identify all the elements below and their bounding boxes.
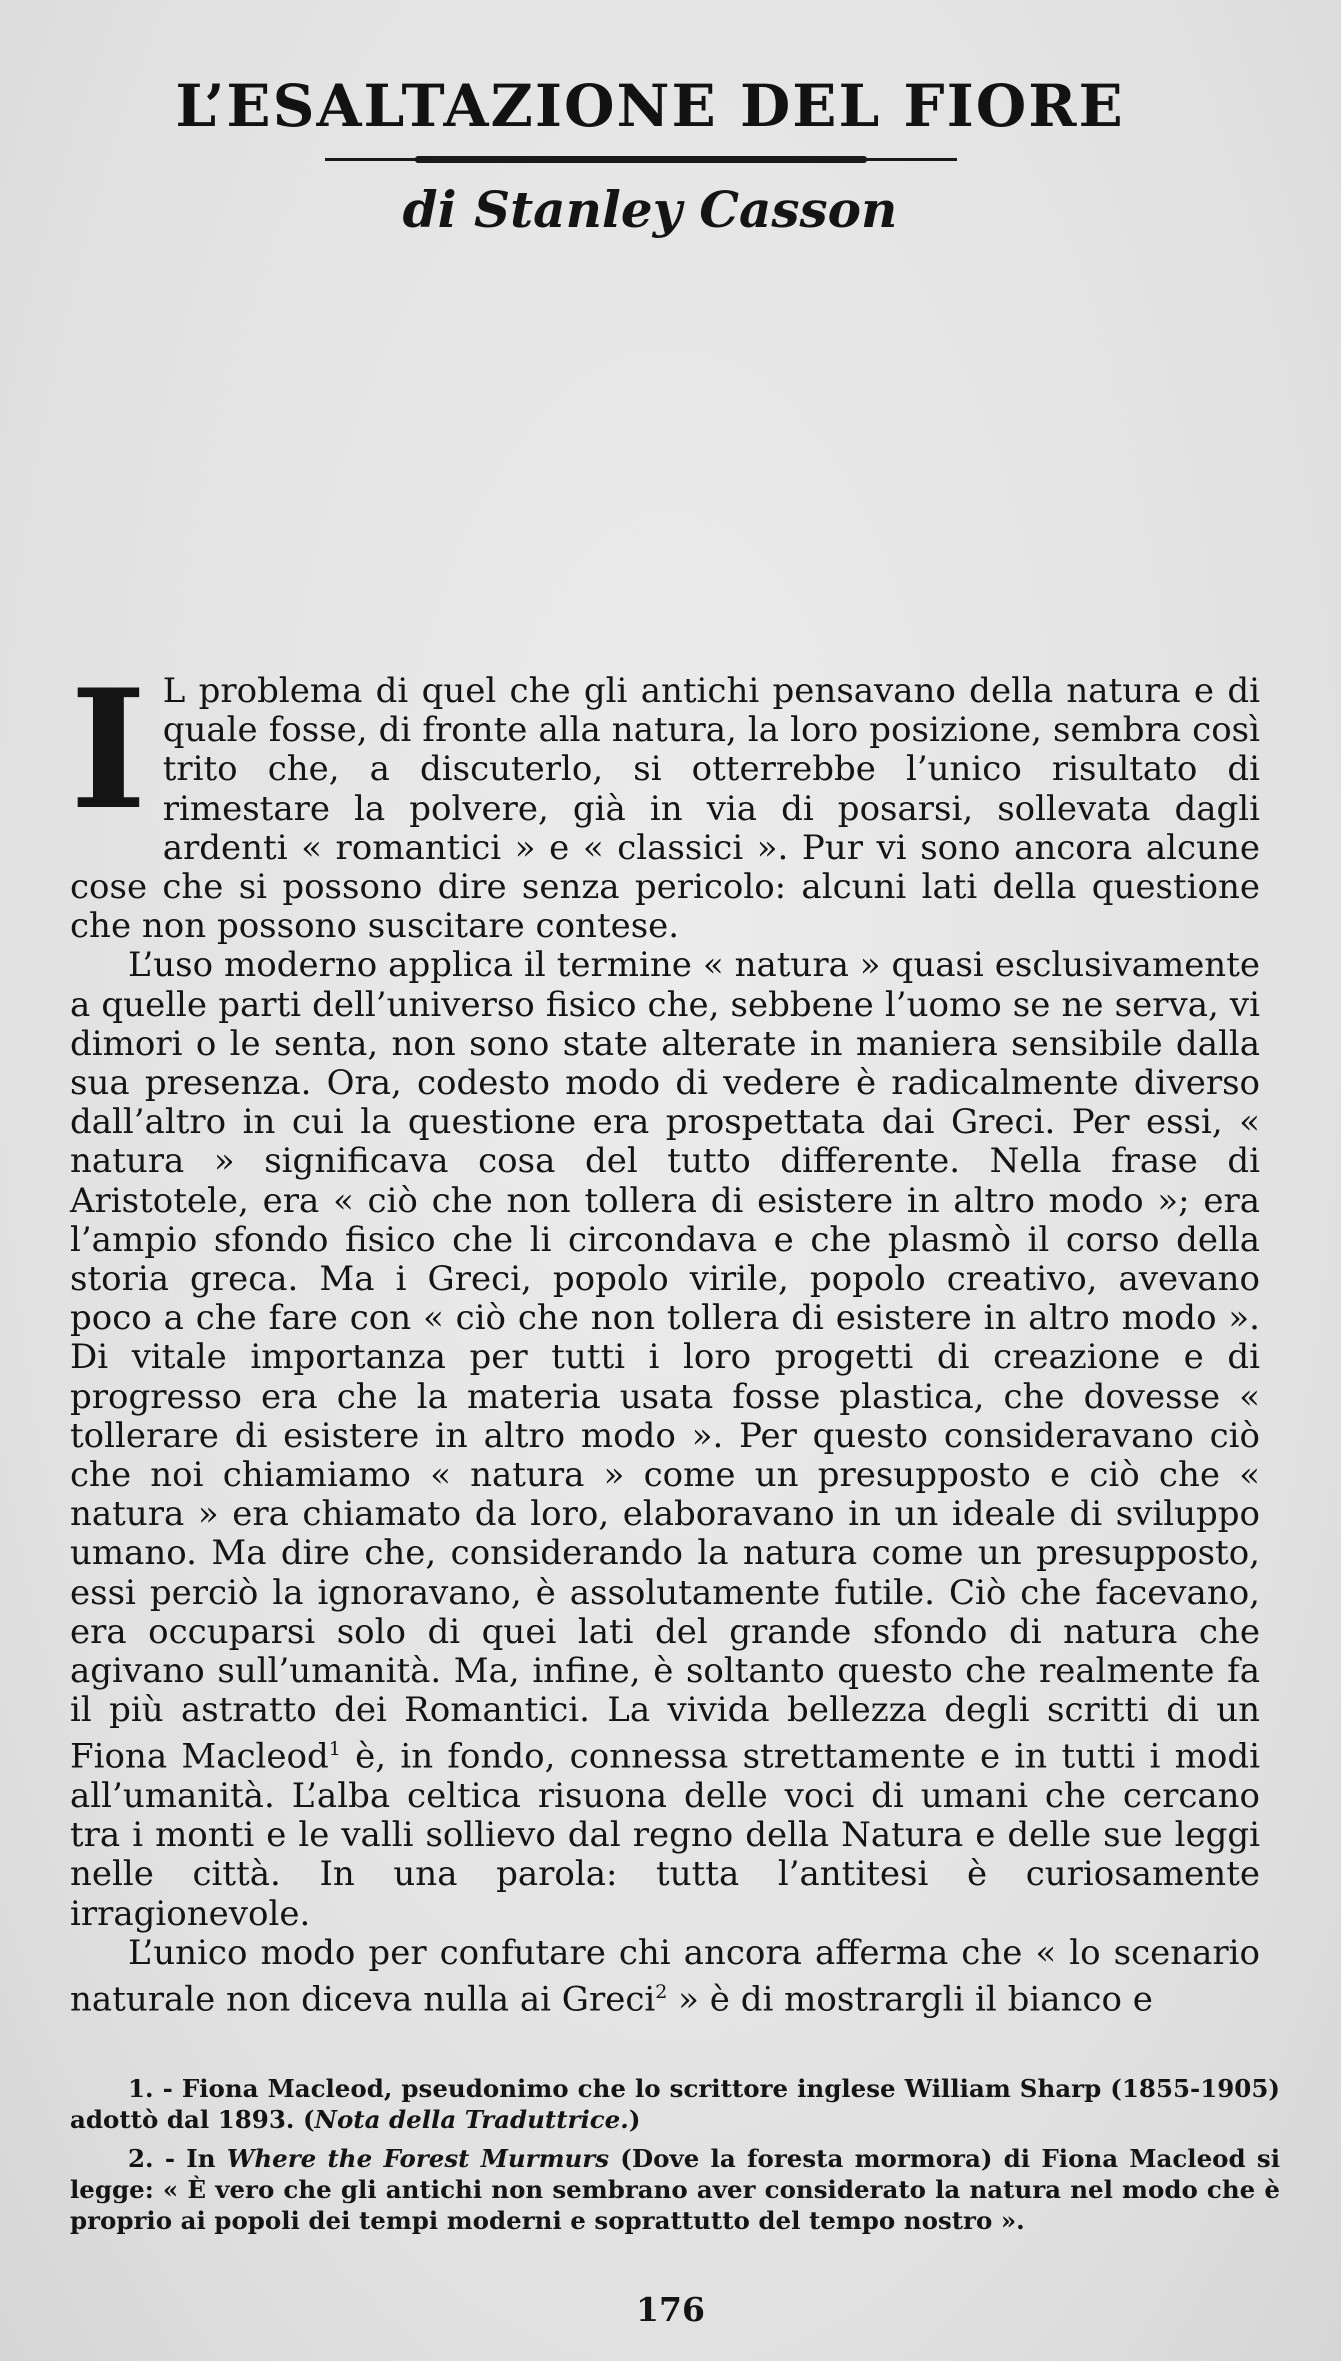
article-body [70, 653, 1260, 2020]
paragraph-3-text: L’unico modo per confutare chi ancora afferma che « lo scenario naturale non diceva nulla ai Greci [70, 1932, 1260, 2020]
footnote-2 [70, 2143, 1280, 2236]
footnote-ref-2: 2 [655, 1981, 668, 2004]
paragraph-1-text: L problema di quel che gli antichi pensavano della natura e di quale fosse, di fronte alla natura, la loro posizione, sembra così trito che, a discuterlo, si otterrebbe l’unico risultato di rimestare la polvere, già in via di posarsi, sollevata dagli ardenti « romantici » e « classici ». Pur vi sono ancora alcune cose che si possono dire senza pericolo: alcuni lati della questione che non possono suscitare contese. [70, 671, 1260, 947]
title-divider [325, 158, 957, 161]
footnote-ref-1: 1 [328, 1738, 341, 1761]
paragraph-3 [70, 1934, 1260, 2020]
footnote-2-book-title: Where the Forest Murmurs [226, 2144, 610, 2173]
paragraph-2-text: L’uso moderno applica il termine « natura » quasi esclusivamente a quelle parti dell’universo fisico che, sebbene l’uomo se ne serva, vi dimori o le senta, non sono state alterate in maniera sensibile dalla sua presenza. Ora, codesto modo di vedere è radicalmente diverso dall’altro in cui la questione era prospettata dai Greci. Per essi, « natura » significava cosa del tutto differente. Nella frase di Aristotele, era « ciò che non tollera di esistere in altro modo »; era l’ampio sfondo fisico che li circondava e che plasmò il corso della storia greca. Ma i Greci, popolo virile, popolo creativo, avevano poco a che fare con « ciò che non tollera di esistere in altro modo ». Di vitale importanza per tutti i loro progetti di creazione e di progresso era che la materia usata fosse plastica, che dovesse « tollerare di esistere in altro modo ». Per questo consideravano ciò che noi chiamiamo « natura » come un presupposto e ciò che « natura » era chiamato da loro, elaboravano in un ideale di sviluppo umano. Ma dire che, considerando la natura come un presupposto, essi perciò la ignoravano, è assolutamente futile. Ciò che facevano, era occuparsi solo di quei lati del grande sfondo di natura che agivano sull’umanità. Ma, infine, è soltanto questo che realmente fa il più astratto dei Romantici. La vivida bellezza degli scritti di un Fiona Macleod [70, 945, 1260, 1777]
article-author: di Stanley Casson [402, 180, 898, 239]
paragraph-2-text-cont: è, in fondo, connessa strettamente e in tutti i modi all’umanità. L’alba celtica risuona delle voci di umani che cercano tra i monti e le valli sollievo dal regno della Natura e delle sue leggi nelle città. In una parola: tutta l’antitesi è curiosamente irragionevole. [70, 1736, 1260, 1934]
footnote-2-text: 2. - In [128, 2144, 227, 2173]
footnote-1-note: Nota della Traduttrice. [314, 2105, 629, 2134]
drop-cap: I [70, 653, 147, 846]
page-number: 176 [636, 2290, 705, 2329]
footnote-1 [70, 2073, 1280, 2135]
footnote-2-text-cont: (Dove la foresta mormora) di Fiona Macleod si legge: « È vero che gli antichi non sembrano aver considerato la natura nel modo che è proprio ai popoli dei tempi moderni e soprattutto del tempo nostro ». [70, 2144, 1281, 2235]
paragraph-1 [70, 653, 1260, 947]
footnote-1-close: ) [628, 2105, 641, 2134]
paragraph-3-text-cont: » è di mostrargli il bianco e [667, 1979, 1153, 2020]
footnotes [70, 2073, 1280, 2244]
paragraph-2 [70, 946, 1260, 1933]
footnote-1-text: 1. - Fiona Macleod, pseudonimo che lo scrittore inglese William Sharp (1855-1905) adottò dal 1893. ( [70, 2074, 1280, 2134]
article-title: L’ESALTAZIONE DEL FIORE [175, 72, 1125, 140]
